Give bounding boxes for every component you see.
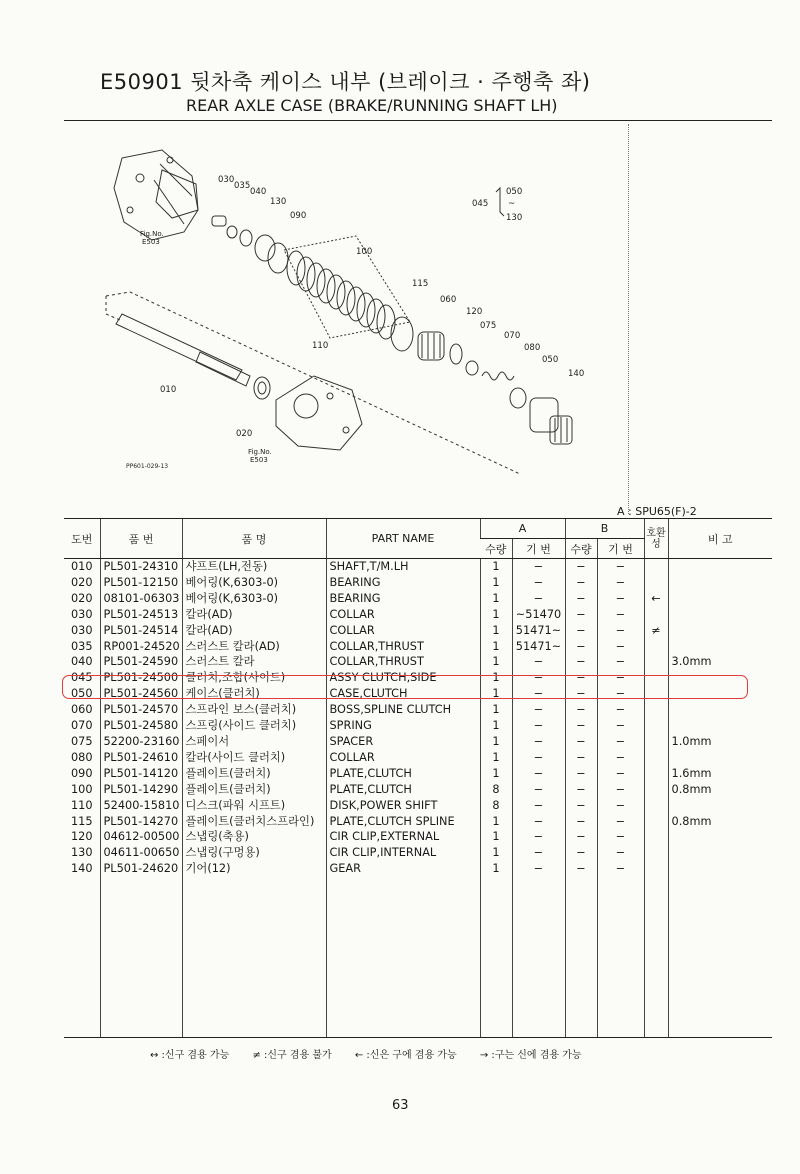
table-row <box>64 718 772 734</box>
collar-035-shape <box>227 226 237 238</box>
row-part-number: 08101-06303 <box>100 591 182 607</box>
row-compat <box>644 670 668 686</box>
row-name-ko: 스프링(사이드 클러치) <box>182 718 326 734</box>
row-part-number: PL501-24310 <box>100 559 182 575</box>
row-qty-a: 1 <box>480 766 512 782</box>
row-name-en: SPRING <box>326 718 480 734</box>
row-name-en: COLLAR,THRUST <box>326 639 480 655</box>
row-name-ko: 스프라인 보스(클러치) <box>182 702 326 718</box>
row-qty-a: 1 <box>480 575 512 591</box>
row-base-a: − <box>512 734 565 750</box>
table-row <box>64 575 772 591</box>
blank-cell <box>480 877 512 1038</box>
page-number: 63 <box>392 1098 409 1113</box>
row-no: 080 <box>70 750 93 764</box>
row-part-number: 52400-15810 <box>100 798 182 814</box>
callout-035: 035 <box>234 181 251 191</box>
row-part-number: 04611-00650 <box>100 845 182 861</box>
row-name-ko: 디스크(파워 시프트) <box>182 798 326 814</box>
row-name-ko: 플레이트(클러치) <box>182 782 326 798</box>
row-no: 070 <box>70 719 93 733</box>
callout-050: 050 <box>542 355 559 365</box>
row-qty-a: 1 <box>480 670 512 686</box>
row-compat <box>644 654 668 670</box>
lower-housing-shape <box>276 376 362 450</box>
row-name-ko: 스러스트 칼라 <box>182 654 326 670</box>
row-remarks <box>668 829 772 845</box>
row-base-b: − <box>597 798 644 814</box>
spring-070-shape <box>482 372 514 380</box>
row-remarks <box>668 670 772 686</box>
col-header-part-no: 품 번 <box>100 519 182 559</box>
callout-080: 080 <box>524 343 541 353</box>
col-header-name-en: PART NAME <box>326 519 480 559</box>
shaft-010-shape <box>116 314 242 380</box>
row-qty-b: − <box>565 798 597 814</box>
row-name-ko: 베어링(K,6303-0) <box>182 591 326 607</box>
row-base-a: − <box>512 782 565 798</box>
row-compat <box>644 766 668 782</box>
col-header-group-a: A <box>480 519 565 539</box>
legend-not-compatible: ≠ :신구 겸용 불가 <box>252 1050 332 1061</box>
row-compat <box>644 575 668 591</box>
row-compat <box>644 782 668 798</box>
row-base-b: − <box>597 623 644 639</box>
row-compat <box>644 686 668 702</box>
row-no: 090 <box>70 766 93 780</box>
row-no: 130 <box>70 846 93 860</box>
row-base-b: − <box>597 814 644 830</box>
row-base-a: 51471~ <box>512 639 565 655</box>
row-name-ko: 스러스트 칼라(AD) <box>182 639 326 655</box>
row-no: 100 <box>70 782 93 796</box>
row-name-ko: 칼라(AD) <box>182 623 326 639</box>
table-row <box>64 670 772 686</box>
row-base-a: ~51470 <box>512 607 565 623</box>
blank-cell <box>565 877 597 1038</box>
blank-cell <box>597 877 644 1038</box>
row-no: 060 <box>70 703 93 717</box>
row-compat <box>644 814 668 830</box>
row-compat <box>644 829 668 845</box>
blank-cell <box>100 877 182 1038</box>
row-part-number: PL501-24590 <box>100 654 182 670</box>
table-row <box>64 702 772 718</box>
row-remarks <box>668 591 772 607</box>
row-name-en: SHAFT,T/M.LH <box>326 559 480 575</box>
callout-110: 110 <box>312 341 329 351</box>
row-qty-a: 1 <box>480 607 512 623</box>
row-base-a: − <box>512 654 565 670</box>
row-remarks <box>668 861 772 877</box>
table-row <box>64 639 772 655</box>
row-no: 020 <box>70 575 93 589</box>
row-remarks <box>668 798 772 814</box>
row-no: 040 <box>70 655 93 669</box>
callout-040: 040 <box>250 187 267 197</box>
table-row <box>64 845 772 861</box>
row-no: 050 <box>70 687 93 701</box>
row-base-b: − <box>597 654 644 670</box>
callout-020: 020 <box>236 429 253 439</box>
row-remarks: 0.8mm <box>668 782 772 798</box>
row-part-number: RP001-24520 <box>100 639 182 655</box>
col-header-remarks: 비 고 <box>668 519 772 559</box>
row-qty-b: − <box>565 575 597 591</box>
col-header-qty-b: 수량 <box>565 539 597 559</box>
row-base-b: − <box>597 718 644 734</box>
row-no: 140 <box>70 862 93 876</box>
row-qty-a: 8 <box>480 782 512 798</box>
row-base-b: − <box>597 782 644 798</box>
row-qty-b: − <box>565 607 597 623</box>
row-name-en: GEAR <box>326 861 480 877</box>
row-name-en: CASE,CLUTCH <box>326 686 480 702</box>
col-header-base-b: 기 번 <box>597 539 644 559</box>
collar-080-shape <box>510 388 526 408</box>
row-remarks <box>668 750 772 766</box>
row-name-en: PLATE,CLUTCH <box>326 766 480 782</box>
callout-060: 060 <box>440 295 457 305</box>
row-qty-a: 1 <box>480 845 512 861</box>
row-part-number: PL501-24580 <box>100 718 182 734</box>
row-remarks: 3.0mm <box>668 654 772 670</box>
row-compat <box>644 718 668 734</box>
row-compat <box>644 734 668 750</box>
row-qty-a: 8 <box>480 798 512 814</box>
row-qty-b: − <box>565 654 597 670</box>
row-part-number: PL501-24514 <box>100 623 182 639</box>
table-row <box>64 654 772 670</box>
row-remarks: 0.8mm <box>668 814 772 830</box>
row-qty-a: 1 <box>480 718 512 734</box>
row-remarks <box>668 718 772 734</box>
callout-120: 120 <box>466 307 483 317</box>
row-base-b: − <box>597 686 644 702</box>
row-qty-a: 1 <box>480 861 512 877</box>
margin-dotted-line <box>628 124 629 514</box>
row-remarks: 1.0mm <box>668 734 772 750</box>
row-part-number: PL501-24610 <box>100 750 182 766</box>
row-remarks <box>668 575 772 591</box>
row-qty-a: 1 <box>480 591 512 607</box>
table-row <box>64 686 772 702</box>
row-qty-a: 1 <box>480 559 512 575</box>
blank-cell <box>326 877 480 1038</box>
spacer-075-shape <box>466 361 478 375</box>
callout-115: 115 <box>412 279 429 289</box>
row-base-a: − <box>512 702 565 718</box>
row-qty-a: 1 <box>480 829 512 845</box>
row-name-en: BEARING <box>326 575 480 591</box>
row-no: 030 <box>70 607 93 621</box>
blank-cell <box>182 877 326 1038</box>
table-row <box>64 607 772 623</box>
upper-housing-face <box>156 170 198 218</box>
row-qty-b: − <box>565 861 597 877</box>
table-row <box>64 798 772 814</box>
row-part-number: PL501-24620 <box>100 861 182 877</box>
row-part-number: PL501-24560 <box>100 686 182 702</box>
table-row <box>64 829 772 845</box>
row-name-en: COLLAR <box>326 623 480 639</box>
row-qty-a: 1 <box>480 686 512 702</box>
row-compat <box>644 639 668 655</box>
row-compat: ← <box>644 591 668 607</box>
row-name-ko: 베어링(K,6303-0) <box>182 575 326 591</box>
row-no: 010 <box>70 560 93 573</box>
row-part-number: PL501-12150 <box>100 575 182 591</box>
row-no: 035 <box>70 639 93 653</box>
row-no: 075 <box>70 734 93 748</box>
blank-cell <box>668 877 772 1038</box>
row-compat <box>644 798 668 814</box>
row-name-ko: 플레이트(클러치) <box>182 766 326 782</box>
row-qty-b: − <box>565 559 597 575</box>
row-compat <box>644 702 668 718</box>
row-qty-b: − <box>565 718 597 734</box>
legend-old-for-new: → :구는 신에 겸용 가능 <box>479 1050 582 1061</box>
row-name-ko: 칼라(AD) <box>182 607 326 623</box>
title-korean-text: 뒷차축 케이스 내부 (브레이크 · 주행축 좌) <box>190 70 591 94</box>
row-part-number: PL501-24500 <box>100 670 182 686</box>
row-qty-b: − <box>565 591 597 607</box>
plate-115-shape <box>391 317 413 351</box>
row-name-en: SPACER <box>326 734 480 750</box>
row-remarks <box>668 559 772 575</box>
row-base-b: − <box>597 607 644 623</box>
row-remarks <box>668 607 772 623</box>
clip-120-shape <box>450 344 462 364</box>
table-row <box>64 734 772 750</box>
row-name-ko: 칼라(사이드 클러치) <box>182 750 326 766</box>
row-qty-a: 1 <box>480 734 512 750</box>
row-no: 115 <box>70 814 93 828</box>
callout-075: 075 <box>480 321 497 331</box>
row-base-a: − <box>512 575 565 591</box>
row-name-ko: 샤프트(LH,전동) <box>182 559 326 575</box>
figref-upper-line1: Fig.No. <box>140 230 164 238</box>
row-base-b: − <box>597 670 644 686</box>
row-part-number: PL501-24570 <box>100 702 182 718</box>
row-compat <box>644 845 668 861</box>
row-name-en: CIR CLIP,INTERNAL <box>326 845 480 861</box>
table-row <box>64 559 772 575</box>
row-compat <box>644 861 668 877</box>
row-name-ko: 플레이트(클러치스프라인) <box>182 814 326 830</box>
callout-070: 070 <box>504 331 521 341</box>
upper-housing-shape <box>114 150 198 240</box>
row-base-a: − <box>512 814 565 830</box>
row-name-en: DISK,POWER SHIFT <box>326 798 480 814</box>
collar-030-shape <box>212 216 226 226</box>
parts-table <box>64 518 772 1038</box>
row-compat <box>644 607 668 623</box>
col-header-group-b: B <box>565 519 644 539</box>
row-qty-a: 1 <box>480 654 512 670</box>
row-base-b: − <box>597 575 644 591</box>
page-title-english: REAR AXLE CASE (BRAKE/RUNNING SHAFT LH) <box>186 96 558 115</box>
row-no: 110 <box>70 798 93 812</box>
row-compat <box>644 559 668 575</box>
row-base-a: − <box>512 559 565 575</box>
row-qty-b: − <box>565 845 597 861</box>
callout-030: 030 <box>218 175 235 185</box>
col-header-base-a: 기 번 <box>512 539 565 559</box>
row-qty-a: 1 <box>480 702 512 718</box>
row-base-a: − <box>512 829 565 845</box>
row-base-b: − <box>597 766 644 782</box>
row-base-a: 51471~ <box>512 623 565 639</box>
row-remarks <box>668 702 772 718</box>
table-row <box>64 623 772 639</box>
row-remarks: 1.6mm <box>668 766 772 782</box>
row-qty-b: − <box>565 782 597 798</box>
row-qty-b: − <box>565 686 597 702</box>
row-base-a: − <box>512 591 565 607</box>
row-qty-b: − <box>565 639 597 655</box>
row-qty-a: 1 <box>480 814 512 830</box>
legend-new-for-old: ← :신은 구에 겸용 가능 <box>354 1050 457 1061</box>
row-name-ko: 스냅링(구멍용) <box>182 845 326 861</box>
blank-cell <box>64 877 100 1038</box>
callout-140: 140 <box>568 369 585 379</box>
bracket-050: 050 <box>506 187 523 197</box>
bracket-tilde: ~ <box>508 199 516 209</box>
row-qty-b: − <box>565 734 597 750</box>
col-header-name-ko: 품 명 <box>182 519 326 559</box>
compatibility-legend <box>150 1046 602 1061</box>
row-name-en: BOSS,SPLINE CLUTCH <box>326 702 480 718</box>
row-no: 120 <box>70 830 93 844</box>
section-code: E50901 <box>100 70 184 94</box>
row-remarks <box>668 845 772 861</box>
callout-090: 090 <box>290 211 307 221</box>
table-row <box>64 766 772 782</box>
row-base-b: − <box>597 639 644 655</box>
page-title-korean <box>100 66 590 96</box>
col-header-compat: 호환성 <box>644 519 668 559</box>
bearing-020-shape <box>254 377 270 399</box>
callout-130: 130 <box>270 197 287 207</box>
row-base-b: − <box>597 734 644 750</box>
row-base-b: − <box>597 829 644 845</box>
row-name-ko: 케이스(클러치) <box>182 686 326 702</box>
table-blank-area <box>64 877 772 1038</box>
row-compat: ≠ <box>644 623 668 639</box>
row-base-a: − <box>512 798 565 814</box>
row-name-en: PLATE,CLUTCH SPLINE <box>326 814 480 830</box>
row-base-a: − <box>512 670 565 686</box>
row-remarks <box>668 623 772 639</box>
row-no: 030 <box>70 623 93 637</box>
row-remarks <box>668 686 772 702</box>
model-reference: A : SPU65(F)-2 <box>617 505 697 518</box>
row-name-ko: 스페이서 <box>182 734 326 750</box>
row-no: 020 <box>70 591 93 605</box>
row-name-en: CIR CLIP,EXTERNAL <box>326 829 480 845</box>
row-name-en: COLLAR <box>326 750 480 766</box>
row-qty-a: 1 <box>480 750 512 766</box>
case-050-shape <box>530 398 558 432</box>
figref-lower-line1: Fig.No. <box>248 448 272 456</box>
callout-100: 100 <box>356 247 373 257</box>
row-part-number: PL501-24513 <box>100 607 182 623</box>
table-row <box>64 782 772 798</box>
row-base-b: − <box>597 702 644 718</box>
row-base-b: − <box>597 591 644 607</box>
row-base-a: − <box>512 718 565 734</box>
figref-upper-line2: E503 <box>142 238 160 246</box>
row-part-number: PL501-14120 <box>100 766 182 782</box>
row-base-a: − <box>512 845 565 861</box>
row-base-a: − <box>512 861 565 877</box>
exploded-parts-diagram <box>100 140 620 500</box>
row-name-ko: 스냅링(축용) <box>182 829 326 845</box>
table-row <box>64 814 772 830</box>
row-qty-b: − <box>565 750 597 766</box>
blank-cell <box>644 877 668 1038</box>
row-name-ko: 클러치,조합(사이드) <box>182 670 326 686</box>
row-name-en: PLATE,CLUTCH <box>326 782 480 798</box>
legend-both-compatible: ↔ :신구 겸용 가능 <box>150 1050 230 1061</box>
figref-lower-line2: E503 <box>250 456 268 464</box>
row-part-number: 04612-00500 <box>100 829 182 845</box>
row-base-b: − <box>597 861 644 877</box>
row-part-number: 52200-23160 <box>100 734 182 750</box>
row-no: 045 <box>70 671 93 685</box>
table-row <box>64 591 772 607</box>
row-part-number: PL501-14290 <box>100 782 182 798</box>
clip-130-shape <box>255 235 275 261</box>
row-name-en: BEARING <box>326 591 480 607</box>
clutch-plate-stack <box>287 251 395 339</box>
row-remarks <box>668 639 772 655</box>
col-header-qty-a: 수량 <box>480 539 512 559</box>
row-base-a: − <box>512 686 565 702</box>
row-compat <box>644 750 668 766</box>
table-row <box>64 861 772 877</box>
row-qty-b: − <box>565 702 597 718</box>
bracket-045: 045 <box>472 199 489 209</box>
drawing-code: PP601-029-13 <box>126 463 169 470</box>
title-divider <box>64 120 772 121</box>
row-name-en: ASSY CLUTCH,SIDE <box>326 670 480 686</box>
callout-010: 010 <box>160 385 177 395</box>
row-name-en: COLLAR <box>326 607 480 623</box>
row-name-ko: 기어(12) <box>182 861 326 877</box>
row-name-en: COLLAR,THRUST <box>326 654 480 670</box>
row-qty-b: − <box>565 829 597 845</box>
col-header-no: 도번 <box>64 519 100 559</box>
row-base-b: − <box>597 559 644 575</box>
row-qty-b: − <box>565 670 597 686</box>
row-qty-b: − <box>565 623 597 639</box>
row-base-a: − <box>512 766 565 782</box>
row-qty-b: − <box>565 766 597 782</box>
row-base-a: − <box>512 750 565 766</box>
row-base-b: − <box>597 845 644 861</box>
row-base-b: − <box>597 750 644 766</box>
row-qty-b: − <box>565 814 597 830</box>
row-part-number: PL501-14270 <box>100 814 182 830</box>
bracket-130: 130 <box>506 213 523 223</box>
blank-cell <box>512 877 565 1038</box>
row-qty-a: 1 <box>480 639 512 655</box>
table-row <box>64 750 772 766</box>
row-qty-a: 1 <box>480 623 512 639</box>
